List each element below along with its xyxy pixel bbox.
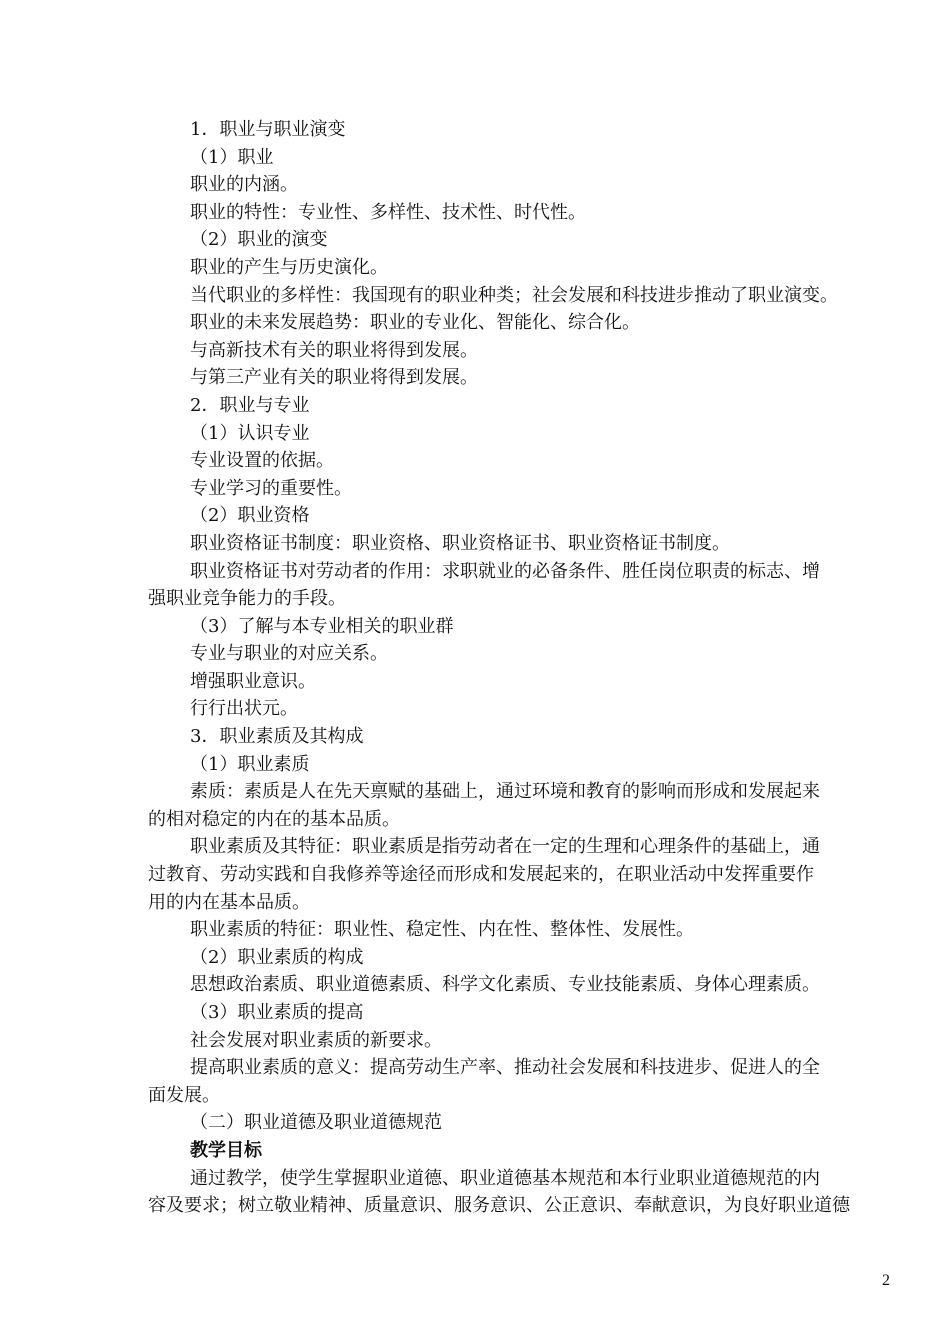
paragraph-line: 职业的特性：专业性、多样性、技术性、时代性。: [190, 201, 586, 223]
subsection-heading: （2）职业资格: [190, 505, 310, 527]
paragraph-line: 专业设置的依据。: [190, 450, 334, 472]
paragraph-line: 提高职业素质的意义：提高劳动生产率、推动社会发展和科技进步、促进人的全: [190, 1057, 820, 1079]
paragraph-line: 通过教学，使学生掌握职业道德、职业道德基本规范和本行业职业道德规范的内: [190, 1167, 820, 1189]
paragraph-line: 职业的内涵。: [190, 174, 298, 196]
paragraph-line: 职业素质的特征：职业性、稳定性、内在性、整体性、发展性。: [190, 919, 694, 941]
paragraph-line: 专业与职业的对应关系。: [190, 643, 388, 665]
paragraph-line: （1）职业: [190, 146, 274, 168]
paragraph-line: 容及要求；树立敬业精神、质量意识、服务意识、公正意识、奉献意识，为良好职业道德: [148, 1195, 850, 1217]
paragraph-line: 职业的产生与历史演化。: [190, 256, 388, 278]
subsection-heading: （3）了解与本专业相关的职业群: [190, 615, 454, 637]
paragraph-line: 当代职业的多样性：我国现有的职业种类；社会发展和科技进步推动了职业演变。: [190, 284, 838, 306]
paragraph-line: （2）职业的演变: [190, 229, 328, 251]
document-body: [148, 116, 860, 1220]
paragraph-line: 与高新技术有关的职业将得到发展。: [190, 339, 478, 361]
subsection-heading: （1）职业素质: [190, 753, 310, 775]
paragraph-line: 职业的未来发展趋势：职业的专业化、智能化、综合化。: [190, 312, 640, 334]
subsection-heading: （1）认识专业: [190, 422, 310, 444]
subsection-heading: （3）职业素质的提高: [190, 1002, 364, 1023]
paragraph-line: 强职业竞争能力的手段。: [148, 588, 346, 610]
section-heading: 3．职业素质及其构成: [190, 726, 364, 748]
paragraph-line: 过教育、劳动实践和自我修养等途径而形成和发展起来的，在职业活动中发挥重要作: [148, 864, 814, 886]
teaching-objective-heading: 教学目标: [190, 1139, 262, 1161]
paragraph-line: 职业资格证书对劳动者的作用：求职就业的必备条件、胜任岗位职责的标志、增: [190, 560, 820, 582]
paragraph-line: 职业素质及其特征：职业素质是指劳动者在一定的生理和心理条件的基础上，通: [190, 836, 820, 858]
section-heading: （二）职业道德及职业道德规范: [190, 1112, 442, 1134]
paragraph-line: 素质：素质是人在先天禀赋的基础上，通过环境和教育的影响而形成和发展起来: [190, 781, 820, 803]
paragraph-line: 职业资格证书制度：职业资格、职业资格证书、职业资格证书制度。: [190, 532, 730, 554]
paragraph-line: 用的内在基本品质。: [148, 891, 310, 913]
paragraph-line: 面发展。: [148, 1084, 220, 1106]
page-number: 2: [882, 1272, 890, 1289]
paragraph-line: 与第三产业有关的职业将得到发展。: [190, 367, 478, 389]
subsection-heading: （2）职业素质的构成: [190, 946, 364, 968]
paragraph-line: 思想政治素质、职业道德素质、科学文化素质、专业技能素质、身体心理素质。: [190, 974, 820, 996]
paragraph-line: 行行出状元。: [190, 698, 298, 720]
paragraph-line: 增强职业意识。: [190, 670, 316, 692]
paragraph-line: 的相对稳定的内在的基本品质。: [148, 808, 400, 830]
paragraph-line: 专业学习的重要性。: [190, 477, 352, 499]
paragraph-line: 1．职业与职业演变: [190, 119, 346, 140]
section-heading: 2．职业与专业: [190, 394, 310, 416]
paragraph-line: 社会发展对职业素质的新要求。: [190, 1029, 442, 1051]
